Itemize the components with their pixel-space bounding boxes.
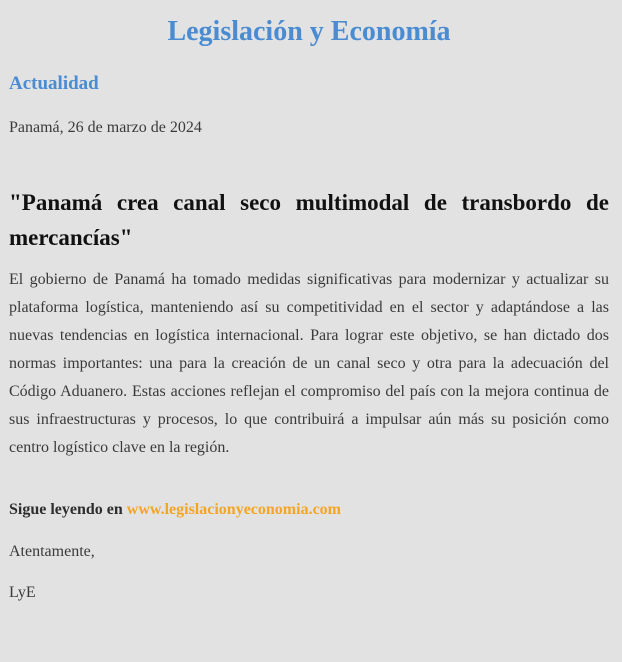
continue-reading <box>9 498 609 522</box>
closing-salutation: Atentamente, <box>9 543 95 560</box>
section-label: Actualidad <box>9 73 99 94</box>
article-body: El gobierno de Panamá ha tomado medidas significativas para modernizar y actualizar su plataforma logística, manteniendo así su competitividad en el sector y adaptándose a las nuevas tendencias en logística internacional. Para lograr este objetivo, se han dictado dos normas importantes: una para la creación de un canal seco y otra para la adecuación del Código Aduanero. Estas acciones reflejan el compromiso del país con la mejora continua de sus infraestructuras y procesos, lo que contribuirá a impulsar aún más su posición como centro logístico clave en la región. <box>9 271 609 456</box>
signature: LyE <box>9 584 36 601</box>
site-title: Legislación y Economía <box>167 16 451 47</box>
website-link[interactable]: www.legislacionyeconomia.com <box>126 501 341 518</box>
continue-reading-prefix: Sigue leyendo en <box>9 501 127 518</box>
article-dateline: Panamá, 26 de marzo de 2024 <box>9 119 202 136</box>
article-headline: "Panamá crea canal seco multimodal de transbordo de mercancías" <box>9 190 609 250</box>
